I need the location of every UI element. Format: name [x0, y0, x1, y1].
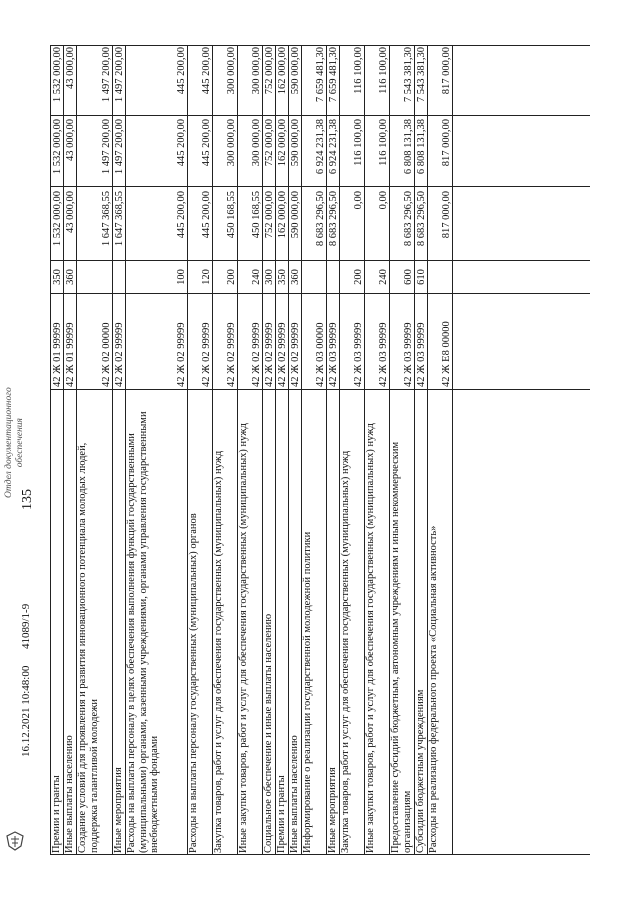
- row-name: Социальное обеспечение и иные выплаты населению: [263, 613, 274, 853]
- row-amount-1: 817 000,00: [440, 191, 452, 239]
- row-code: 42 Ж 03 99999: [402, 322, 414, 387]
- row-expense-type: [427, 262, 452, 292]
- table-row: [389, 45, 414, 855]
- row-divider: [326, 45, 327, 855]
- department-stamp: [4, 387, 26, 498]
- row-name: Информирование о реализации государственной молодежной политики: [302, 531, 313, 853]
- row-name: Премии и гранты: [276, 775, 287, 853]
- row-name: Расходы на реализацию федерального проекта «Социальная активность»: [428, 525, 439, 853]
- row-amount-3: 116 100,00: [377, 47, 389, 94]
- row-amount-2: 590 000,00: [289, 119, 301, 167]
- row-code: 42 Ж 03 99999: [377, 322, 389, 387]
- row-name: Премии и гранты: [51, 775, 62, 853]
- row-name: Иные мероприятия: [113, 767, 124, 853]
- row-name: Расходы на выплаты персоналу государственных (муниципальных) органов: [188, 513, 199, 853]
- table-row: [414, 45, 427, 855]
- row-amount-2: 752 000,00: [263, 119, 275, 167]
- row-amount-1: 1 647 368,55: [113, 191, 125, 247]
- page-number: 135: [20, 489, 35, 510]
- table-row: [262, 45, 275, 855]
- row-expense-type: 120: [200, 269, 212, 285]
- row-amount-3: 300 000,00: [250, 47, 262, 95]
- row-amount-2: 1 497 200,00: [100, 119, 112, 175]
- row-divider: [452, 45, 453, 855]
- row-amount-3: 162 000,00: [276, 47, 288, 95]
- row-divider: [50, 45, 51, 855]
- budget-table: [50, 45, 590, 855]
- row-amount-2: 300 000,00: [225, 119, 237, 167]
- row-amount-2: 116 100,00: [377, 119, 389, 166]
- row-amount-2: 6 924 231,38: [327, 119, 339, 175]
- row-amount-1: 445 200,00: [175, 191, 187, 239]
- footer-doc-code: 41089/1-9: [20, 603, 32, 649]
- stamp-line: обеспечения: [15, 418, 25, 468]
- table-row: [427, 45, 452, 855]
- row-code: 42 Ж 02 99999: [289, 322, 301, 387]
- row-amount-3: 1 497 200,00: [100, 47, 112, 103]
- table-row: [288, 45, 301, 855]
- row-amount-2: 817 000,00: [440, 119, 452, 167]
- row-amount-1: 752 000,00: [263, 191, 275, 239]
- table-row: [50, 45, 63, 855]
- row-amount-2: 1 532 000,00: [51, 119, 63, 175]
- row-divider: [364, 45, 365, 855]
- row-expense-type: [76, 262, 112, 292]
- row-amount-2: 1 497 200,00: [113, 119, 125, 175]
- row-divider: [288, 45, 289, 855]
- row-amount-1: 450 168,55: [250, 191, 262, 239]
- coat-of-arms-icon: [4, 830, 26, 852]
- row-expense-type: 200: [352, 269, 364, 285]
- row-expense-type: 360: [64, 269, 76, 285]
- row-amount-3: 590 000,00: [289, 47, 301, 95]
- row-divider: [76, 45, 77, 855]
- row-amount-3: 43 000,00: [64, 47, 76, 89]
- row-amount-3: 445 200,00: [175, 47, 187, 95]
- row-divider: [389, 45, 390, 855]
- row-amount-3: 300 000,00: [225, 47, 237, 95]
- row-name: Субсидии бюджетным учреждениям: [415, 689, 426, 853]
- row-amount-1: 8 683 296,50: [314, 191, 326, 247]
- row-code: 42 Ж 02 99999: [250, 322, 262, 387]
- row-name: Создание условий для проявления и развития инновационного потенциала молодых людей, поддержка талантливой молодежи: [77, 442, 100, 853]
- row-divider: [339, 45, 340, 855]
- row-name: Иные закупки товаров, работ и услуг для обеспечения государственных (муниципальных) нужд: [238, 423, 249, 853]
- table-row: [275, 45, 288, 855]
- row-expense-type: 360: [289, 269, 301, 285]
- row-amount-2: 445 200,00: [175, 119, 187, 167]
- row-amount-1: 590 000,00: [289, 191, 301, 239]
- table-row: [237, 45, 262, 855]
- row-divider: [262, 45, 263, 855]
- row-code: 42 Ж E8 00000: [440, 321, 452, 387]
- row-amount-3: 7 659 481,30: [327, 47, 339, 103]
- table-row: [301, 45, 326, 855]
- row-expense-type: [112, 262, 125, 292]
- row-code: 42 Ж 03 99999: [415, 322, 427, 387]
- row-expense-type: 240: [250, 269, 262, 285]
- row-amount-1: 0,00: [377, 191, 389, 210]
- row-code: 42 Ж 02 99999: [263, 322, 275, 387]
- row-divider: [125, 45, 126, 855]
- row-amount-3: 7 543 381,30: [402, 47, 414, 103]
- row-name: Иные выплаты населению: [64, 735, 75, 853]
- row-code: 42 Ж 02 99999: [276, 322, 288, 387]
- row-name: Иные мероприятия: [327, 767, 338, 853]
- row-code: 42 Ж 03 99999: [352, 322, 364, 387]
- row-amount-2: 300 000,00: [250, 119, 262, 167]
- stamp-line: Отдел документационного: [4, 387, 14, 498]
- row-name: Закупка товаров, работ и услуг для обеспечения государственных (муниципальных) нужд: [213, 450, 224, 853]
- row-divider: [427, 45, 428, 855]
- row-name: Закупка товаров, работ и услуг для обеспечения государственных (муниципальных) нужд: [340, 450, 351, 853]
- row-name: Иные выплаты населению: [289, 735, 300, 853]
- row-amount-2: 116 100,00: [352, 119, 364, 166]
- row-divider: [414, 45, 415, 855]
- table-row: [212, 45, 237, 855]
- row-amount-1: 445 200,00: [200, 191, 212, 239]
- row-divider: [275, 45, 276, 855]
- row-divider: [212, 45, 213, 855]
- row-amount-1: 8 683 296,50: [415, 191, 427, 247]
- row-amount-1: 0,00: [352, 191, 364, 210]
- row-amount-2: 162 000,00: [276, 119, 288, 167]
- row-amount-1: 8 683 296,50: [402, 191, 414, 247]
- row-expense-type: 610: [415, 269, 427, 285]
- row-code: 42 Ж 02 99999: [200, 322, 212, 387]
- row-code: 42 Ж 02 99999: [113, 322, 125, 387]
- row-amount-1: 8 683 296,50: [327, 191, 339, 247]
- row-code: 42 Ж 02 99999: [175, 322, 187, 387]
- row-amount-3: 445 200,00: [200, 47, 212, 95]
- row-amount-1: 1 647 368,55: [100, 191, 112, 247]
- row-amount-2: 445 200,00: [200, 119, 212, 167]
- row-expense-type: 200: [225, 269, 237, 285]
- row-code: 42 Ж 01 99999: [64, 322, 76, 387]
- row-code: 42 Ж 02 99999: [225, 322, 237, 387]
- row-name: Расходы на выплаты персоналу в целях обеспечения выполнения функций государственными (муниципальными) органами, казенными учреждениями, органами управления государственными внебюджетными фондами: [126, 411, 160, 853]
- row-expense-type: 600: [402, 269, 414, 285]
- row-amount-3: 1 532 000,00: [51, 47, 63, 103]
- row-expense-type: [301, 262, 326, 292]
- row-expense-type: 240: [377, 269, 389, 285]
- row-amount-2: 43 000,00: [64, 119, 76, 161]
- footer-datetime: 16.12.2021 10:48:00: [20, 665, 32, 757]
- row-expense-type: 350: [276, 269, 288, 285]
- table-row: [187, 45, 212, 855]
- row-code: 42 Ж 01 99999: [51, 322, 63, 387]
- row-divider: [63, 45, 64, 855]
- row-amount-2: 6 924 231,38: [314, 119, 326, 175]
- row-amount-3: 817 000,00: [440, 47, 452, 95]
- table-row: [364, 45, 389, 855]
- row-amount-3: 752 000,00: [263, 47, 275, 95]
- row-expense-type: 100: [175, 269, 187, 285]
- row-amount-3: 116 100,00: [352, 47, 364, 94]
- row-amount-3: 7 659 481,30: [314, 47, 326, 103]
- row-expense-type: 300: [263, 269, 275, 285]
- row-amount-1: 1 532 000,00: [51, 191, 63, 247]
- row-amount-1: 450 168,55: [225, 191, 237, 239]
- row-code: 42 Ж 03 00000: [314, 322, 326, 387]
- row-name: Иные закупки товаров, работ и услуг для обеспечения государственных (муниципальных) нужд: [365, 423, 376, 853]
- table-row: [326, 45, 339, 855]
- row-amount-2: 6 808 131,38: [402, 119, 414, 175]
- table-row: [76, 45, 112, 855]
- table-row: [112, 45, 125, 855]
- table-row: [125, 45, 187, 855]
- row-amount-1: 162 000,00: [276, 191, 288, 239]
- row-code: 42 Ж 03 99999: [327, 322, 339, 387]
- row-amount-2: 6 808 131,38: [415, 119, 427, 175]
- row-expense-type: 350: [51, 269, 63, 285]
- row-name: Предоставление субсидий бюджетным, автономным учреждениям и иным некоммерческим организациям: [390, 441, 413, 853]
- row-divider: [187, 45, 188, 855]
- row-divider: [301, 45, 302, 855]
- row-amount-3: 1 497 200,00: [113, 47, 125, 103]
- row-amount-1: 43 000,00: [64, 191, 76, 233]
- table-row: [63, 45, 76, 855]
- row-amount-3: 7 543 381,30: [415, 47, 427, 103]
- row-expense-type: [326, 262, 339, 292]
- row-divider: [237, 45, 238, 855]
- table-row: [339, 45, 364, 855]
- row-code: 42 Ж 02 00000: [100, 322, 112, 387]
- row-divider: [112, 45, 113, 855]
